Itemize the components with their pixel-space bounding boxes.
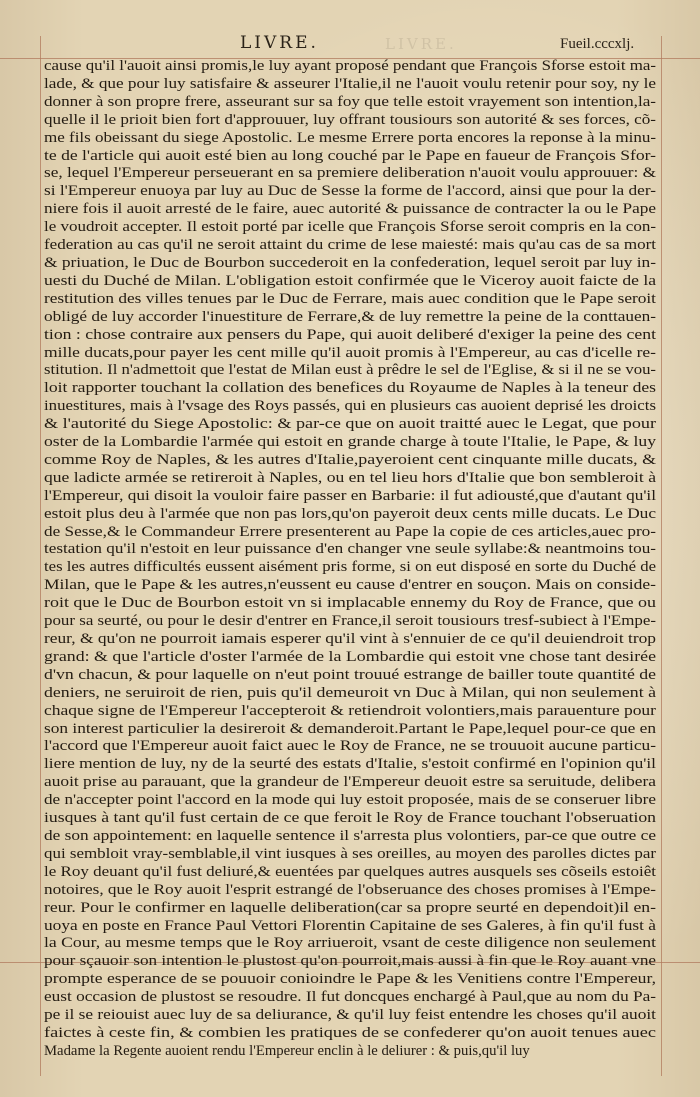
text-line: Madame la Regente auoient rendu l'Empereur enclin à le deliurer : & puis,qu'il luy bbox=[44, 1042, 530, 1059]
text-line: quelle il le prioit bien fort d'approuuer, luy offrant tousiours son autorité & ses forces, cõ- bbox=[44, 111, 656, 128]
text-line: pour sa seurté, ou pour le desir d'entrer en France,il seroit tousiours tresf-subiect à l'Empe- bbox=[44, 613, 656, 630]
text-line: & priuation, le Duc de Bourbon succederoit en la confederation, lequel seroit par luy in- bbox=[44, 254, 656, 271]
text-line: la Cour, au mesme temps que le Roy arriueroit, vsant de ceste diligence non seulement bbox=[44, 935, 656, 952]
text-line: me fils obeissant du siege Apostolic. Le mesme Errere porta encores la reponse à la minu- bbox=[44, 129, 656, 146]
text-line: que ladicte armée se retireroit à Naples, ou en tel lieu hors d'Italie que bon sembleroit à bbox=[44, 469, 656, 486]
text-line: Milan, que le Pape & les autres,n'eussent eu cause d'entrer en souçon. Mais on conside- bbox=[44, 577, 656, 594]
text-line: estoit plus deu à l'armée que non pas lors,qu'on payeroit deux cents mille ducats. Le Duc bbox=[44, 505, 656, 522]
text-line: lade, & que pour luy satisfaire & asseurer l'Italie,il ne l'auoit voulu retenir pour soy, ny le bbox=[44, 75, 656, 92]
text-line: reur. Pour le confirmer en laquelle deliberation(car sa propre seurté en dependoit)il en- bbox=[44, 899, 656, 916]
text-line: pe il se reiouist auec luy de sa deliurance, & qu'il luy feist entendre les choses qu'il auoit bbox=[44, 1007, 656, 1024]
right-margin-rule bbox=[661, 36, 662, 1076]
text-line: se, lequel l'Empereur perseuerant en sa premiere deliberation n'auoit voulu approuuer: & bbox=[44, 165, 656, 182]
text-line: mille ducats,pour payer les cent mille qu'il auoit promis à l'Empereur, au cas d'icelle re- bbox=[44, 344, 656, 361]
text-line: notoires, que le Roy auoit l'esprit estrangé de l'obseruance des choses promises à l'Empe- bbox=[44, 881, 656, 898]
text-line: oster de la Lombardie l'armée qui estoit en grande charge à toute l'Italie, le Pape, & luy bbox=[44, 434, 656, 451]
body-text bbox=[44, 58, 656, 1061]
text-line: roit que le Duc de Bourbon estoit vn si implacable ennemy du Roy de France, que ou bbox=[44, 595, 656, 612]
text-line: uoya en poste en France Paul Vettori Florentin Capitaine de ses Galeres, à fin qu'il fust à bbox=[44, 917, 656, 934]
text-line: tes les autres difficultés eussent aisément pris forme, si on eut disposé en sorte du Duché de bbox=[44, 559, 656, 576]
text-line: eust occasion de plustost se resoudre. Il fut doncques enchargé à Paul,que au nom du Pa- bbox=[44, 989, 656, 1006]
text-line: loit rapporter touchant la collation des benefices du Royaume de Naples à la teneur des bbox=[44, 380, 656, 397]
text-line: chaque signe de l'Empereur l'accepteroit & retiendroit volontiers,mais parauenture pour bbox=[44, 702, 656, 719]
show-through-title: LIVRE. bbox=[385, 35, 457, 53]
text-line: son interest particulier la desireroit & demanderoit.Partant le Pape,lequel pour-ce que en bbox=[44, 720, 656, 737]
text-line: cause qu'il l'auoit ainsi promis,le luy ayant proposé pendant que François Sforse estoit ma- bbox=[44, 58, 656, 74]
left-margin-rule bbox=[40, 36, 41, 1076]
text-line: de Sesse,& le Commandeur Errere presenterent au Pape la copie de ces articles,auec pro- bbox=[44, 523, 656, 540]
running-title: LIVRE. bbox=[240, 33, 319, 53]
text-line: federation au cas qu'il ne seroit attaint du crime de lese maiesté: mais qu'au cas de sa mort bbox=[44, 237, 656, 254]
text-line: comme Roy de Naples, & les autres d'Italie,payeroient cent cinquante mille ducats, & bbox=[44, 451, 656, 468]
text-line: stitution. Il n'admettoit que l'estat de Milan eust à prêdre le sel de l'Eglise, & si il ne se vou- bbox=[44, 362, 656, 379]
text-line: faictes à ceste fin, & combien les pratiques de se confederer qu'on auoit tenues auec bbox=[44, 1024, 656, 1041]
text-line: donner à son propre frere, asseurant sur sa foy que telle estoit vrayement son intention,la- bbox=[44, 93, 656, 110]
text-line: d'vn chacun, & pour laquelle on n'eut point trouué estrange de bailler toute quantité de bbox=[44, 666, 656, 683]
folio-number: Fueil.cccxlj. bbox=[560, 36, 635, 52]
text-line: l'Empereur, qui disoit la vouloir faire passer en Barbarie: il fut adiousté,que d'autant qu'il bbox=[44, 487, 656, 504]
text-line: liere mention de luy, ny de la seurté des estats d'Italie, s'estoit confirmé en l'opinion qu'il bbox=[44, 756, 656, 773]
text-line: inuestitures, mais à l'vsage des Roys passés, qui en plusieurs cas auoient deprisé les droicts bbox=[44, 398, 656, 415]
text-line: tion : chose contraire aux pensers du Pape, qui auoit deliberé d'exiger la peine des cent bbox=[44, 326, 656, 343]
text-line: le voudroit accepter. Il estoit porté par icelle que François Sforse seroit compris en la con- bbox=[44, 219, 656, 236]
text-line: reur, & qu'on ne pourroit iamais esperer qu'il vint à s'ennuier de ce qu'il deuiendroit trop bbox=[44, 631, 656, 647]
text-line: de son appointement: en laquelle sentence il s'arresta plus volontiers, par-ce que outre ce bbox=[44, 827, 656, 844]
text-line: iusques à tant qu'il fust certain de ce que feroit le Roy de France touchant l'obseruation bbox=[44, 810, 656, 827]
text-line: niere fois il auoit arresté de le faire, auec autorité & puissance de contracter la ou le Pape bbox=[44, 201, 656, 218]
text-line: deniers, ne seruiroit de rien, puis qu'il demeuroit vn Duc à Milan, qui non seulement à bbox=[44, 684, 656, 701]
text-line: obligé de luy accorder l'inuestiture de Ferrare,& de luy remettre la peine de la conttauen- bbox=[44, 308, 656, 325]
text-line: & l'autorité du Siege Apostolic: & par-ce que on auoit traitté auec le Legat, que pour bbox=[44, 416, 656, 433]
text-line: uesti du Duché de Milan. L'obligation estoit confirmée que le Viceroy auoit faicte de la bbox=[44, 272, 656, 289]
text-line: si l'Empereur enuoya par luy au Duc de Sesse la forme de l'accord, ainsi que pour la der- bbox=[44, 183, 656, 200]
text-line: te de l'article qui auoit esté bien au long couché par le Pape en faueur de François Sfor- bbox=[44, 147, 656, 164]
text-line: grand: & que l'article d'oster l'armée de la Lombardie qui estoit vne chose tant desirée bbox=[44, 648, 656, 665]
text-line: qui sembloit vray-semblable,il vint iusques à ses oreilles, au moyen des parolles dictes par bbox=[44, 845, 656, 862]
text-line: prompte esperance de se pouuoir conioindre le Pape & les Venitiens contre l'Empereur, bbox=[44, 971, 656, 988]
text-line: l'accord que l'Empereur auoit faict auec le Roy de France, ne se trouuoit aucune particu- bbox=[44, 738, 656, 755]
text-line: de n'accepter point l'accord en la mode qui luy estoit proposée, mais de se conseruer libre bbox=[44, 792, 656, 809]
text-line: auoit prise au parauant, que la grandeur de l'Empereur deuoit estre sa seruitude, delibera bbox=[44, 774, 656, 791]
text-line: le Roy deuant qu'il fust deliuré,& euentées par quelques autres ausquels ses cõseils estoiêt bbox=[44, 863, 656, 880]
text-line: restitution des villes tenues par le Duc de Ferrare, mais auec condition que le Pape seroit bbox=[44, 290, 656, 307]
text-line: pour sçauoir son intention le plustost qu'on pourroit,mais aussi à fin que le Roy auant vne bbox=[44, 953, 656, 970]
text-line: testation qu'il n'estoit en leur puissance d'en changer vne seule syllabe:& neantmoins tou- bbox=[44, 541, 656, 558]
